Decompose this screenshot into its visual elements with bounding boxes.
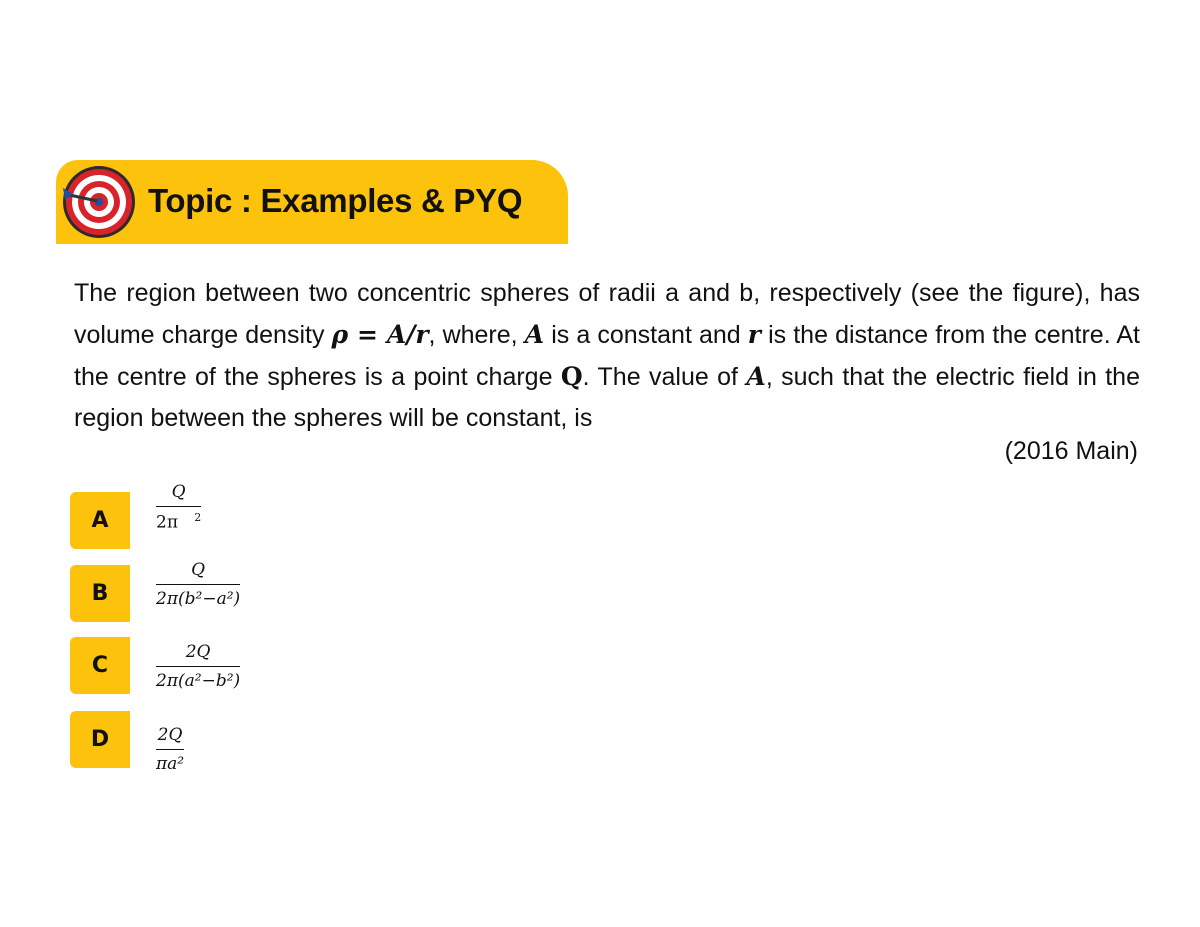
target-icon <box>61 164 137 240</box>
option-d-badge[interactable]: D <box>70 711 130 768</box>
option-a-fraction[interactable] <box>156 482 201 533</box>
question-part: , such that the electric field in the region between the spheres will be constant, is <box>74 363 1140 432</box>
option-b-numerator: Q <box>191 560 206 580</box>
math-symbol-q: Q <box>560 362 583 391</box>
math-rho-expression: ρ = A/r <box>331 320 429 349</box>
option-a-denominator: 2π $^2$ <box>156 506 201 533</box>
math-symbol-a: A <box>746 362 766 391</box>
question-part: is a constant and <box>544 321 748 349</box>
question-text <box>74 273 1140 439</box>
option-d-numerator: 2Q <box>157 725 183 745</box>
option-b-fraction[interactable] <box>156 560 240 609</box>
question-part: is the distance from the centre. At the centre of the spheres is a point charge <box>74 321 1141 391</box>
math-symbol-r: r <box>747 320 761 349</box>
option-a-numerator: Q <box>171 482 186 502</box>
option-c-fraction[interactable] <box>156 642 240 691</box>
option-b-badge[interactable]: B <box>70 565 130 622</box>
question-part: . The value of <box>582 363 747 391</box>
page-title: Topic : Examples & PYQ <box>148 182 523 219</box>
question-part: The region between two concentric spheres of radii a and b, respectively (see the figure), has volume charge density <box>74 279 1140 349</box>
option-c-badge[interactable]: C <box>70 637 130 694</box>
exam-year: (2016 Main) <box>1004 437 1138 465</box>
math-symbol-a: A <box>524 320 545 349</box>
option-d-denominator: πa² <box>156 749 184 774</box>
option-a-badge[interactable]: A <box>70 492 130 549</box>
option-d-fraction[interactable] <box>156 725 184 774</box>
option-c-denominator: 2π(a²−b²) <box>156 666 240 691</box>
option-c-numerator: 2Q <box>185 642 211 662</box>
question-part: , where, <box>428 321 525 349</box>
option-b-denominator: 2π(b²−a²) <box>156 584 240 609</box>
